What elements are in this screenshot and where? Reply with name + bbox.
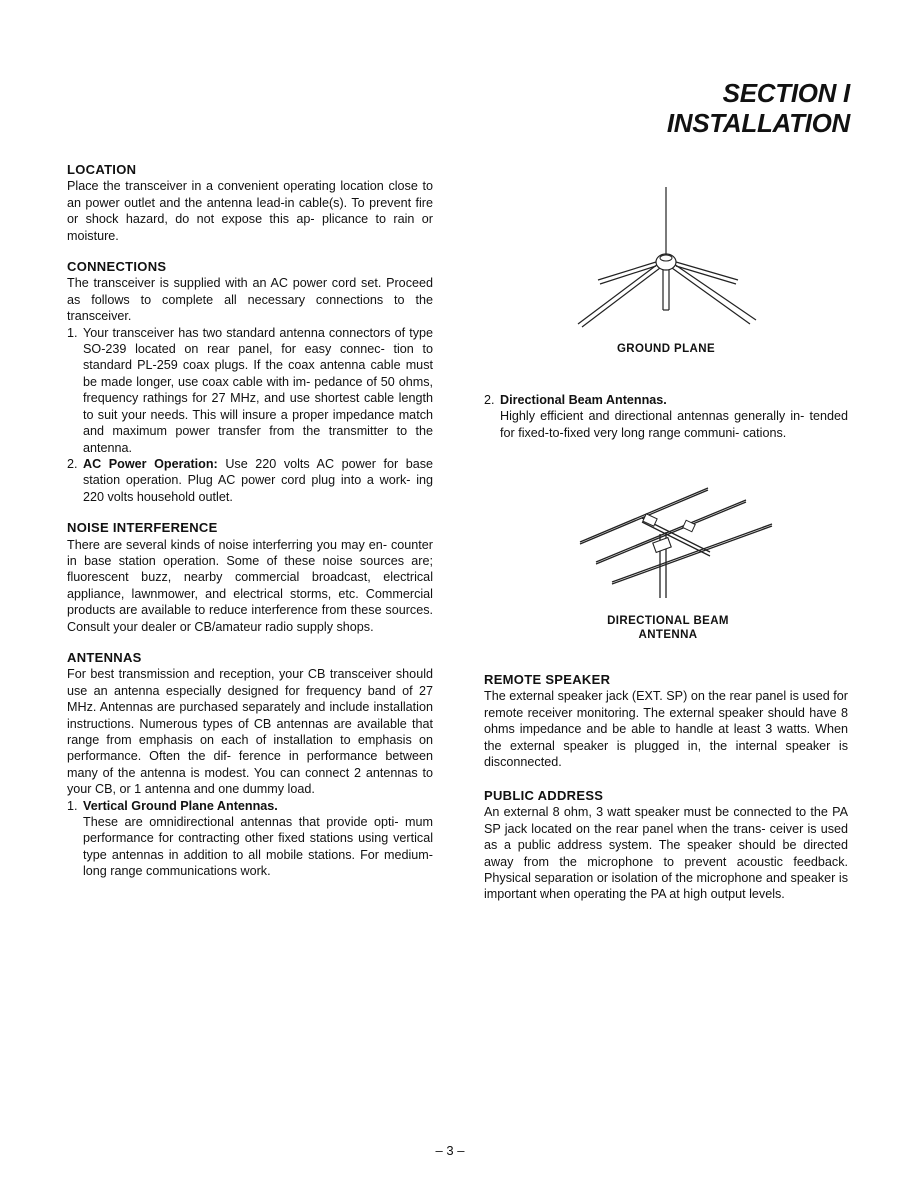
connections-section <box>67 259 433 505</box>
list-item-lead: AC Power Operation: <box>83 456 218 471</box>
antennas-heading: ANTENNAS <box>67 649 142 665</box>
list-item-text: Highly efficient and directional antennas generally in- tended for fixed-to-fixed very long range communi- cations. <box>500 409 848 440</box>
list-item-number: 2. <box>67 456 78 471</box>
list-item-text: These are omnidirectional antennas that provide opti- mum performance for contracting other fixed stations using vertical type antennas in addition to all mobile stations. For medium-long range communications work. <box>83 815 433 879</box>
list-item-number: 2. <box>484 393 495 407</box>
remote-speaker-section <box>484 672 848 770</box>
section-title-line1: SECTION I <box>722 78 850 108</box>
list-item <box>67 456 433 505</box>
remote-speaker-body: The external speaker jack (EXT. SP) on the rear panel is used for remote receiver monitoring. The external speaker should have 8 ohms impedance and be able to handle at least 3 watts. When the external speaker is plugged in, the internal speaker is disconnected. <box>484 689 848 770</box>
antennas-body: For best transmission and reception, your CB transceiver should use an antenna especially designed for frequency band of 27 MHz. Antennas are purchased separately and include installation instructions. Numerous types of CB antennas are available that range from emphasis on each of installation to emphasis on performance. Often the dif- ference in performance between many of the antenna is modest. You can connect 2 antennas to your CB, or 1 antenna and one dummy load. <box>67 667 433 797</box>
noise-heading: NOISE INTERFERENCE <box>67 520 218 536</box>
right-column-top <box>484 392 848 441</box>
location-heading: LOCATION <box>67 162 137 177</box>
location-section <box>67 162 433 244</box>
directional-beam-caption <box>568 614 768 642</box>
directional-beam-caption-line1: DIRECTIONAL BEAM <box>607 615 729 627</box>
section-title-line2: INSTALLATION <box>666 108 850 138</box>
page-number: – 3 – <box>435 1143 465 1158</box>
public-address-body: An external 8 ohm, 3 watt speaker must be connected to the PA SP jack located on the rear panel when the trans- ceiver is used as a public address system. The speaker should be directed away from the microphone to prevent acoustic feedback. Physical separation or isolation of the microphone and speaker is important when operating the PA at high output levels. <box>484 805 848 902</box>
list-item-text: Your transceiver has two standard antenna connectors of type SO-239 located on rear panel, for easy connec- tion to standard PL-259 coax plugs. If the coax antenna cable must be made longer, use coax cable with im- pedance of 50 ohms, frequency rathings for 27 MHz, and use shortest cable length to suit your needs. This will insure a proper impedance match and maximum power transfer from the transmitter to the antenna. <box>83 325 433 455</box>
ground-plane-caption: GROUND PLANE <box>616 343 716 355</box>
list-item-text: Use 220 volts AC power for base station operation. Plug AC power cord plug into a work- ing 220 volts household outlet. <box>83 456 434 504</box>
directional-beam-caption-line2: ANTENNA <box>638 629 698 641</box>
public-address-heading: PUBLIC ADDRESS <box>484 788 604 803</box>
section-title <box>667 78 850 138</box>
noise-section <box>67 520 433 635</box>
antennas-section <box>67 650 433 880</box>
antennas-list <box>67 798 433 880</box>
noise-body: There are several kinds of noise interferring you may en- counter in base station operation. Some of these noise sources are; fluorescent buzz, nearby commercial broadcast, electrical appliance, lawnmower, and electrical storms, etc. Commercial products are available to reduce interference from these sources. Consult your dealer or CB/amateur radio supply shops. <box>67 537 433 634</box>
connections-body: The transceiver is supplied with an AC power cord set. Proceed as follows to complete all necessary connections to the transceiver. <box>67 276 433 324</box>
list-item-number: 1. <box>67 325 78 340</box>
ground-plane-antenna-illustration <box>560 182 770 352</box>
public-address-section <box>484 788 848 903</box>
directional-beam-antenna-illustration <box>560 482 780 602</box>
list-item-number: 1. <box>67 798 78 813</box>
list-item <box>67 325 433 456</box>
list-item-lead: Directional Beam Antennas. <box>500 393 667 407</box>
antennas-list-continued <box>484 392 848 441</box>
left-column <box>67 162 433 895</box>
list-item <box>67 798 433 880</box>
remote-speaker-heading: REMOTE SPEAKER <box>484 672 611 687</box>
location-body: Place the transceiver in a convenient operating location close to an power outlet and the antenna lead-in cable(s). To prevent fire or shock hazard, do not expose this ap- plicance to rain or moisture. <box>67 179 433 243</box>
list-item <box>484 392 848 441</box>
list-item-lead: Vertical Ground Plane Antennas. <box>83 798 278 813</box>
connections-list <box>67 325 433 505</box>
connections-heading: CONNECTIONS <box>67 259 167 275</box>
